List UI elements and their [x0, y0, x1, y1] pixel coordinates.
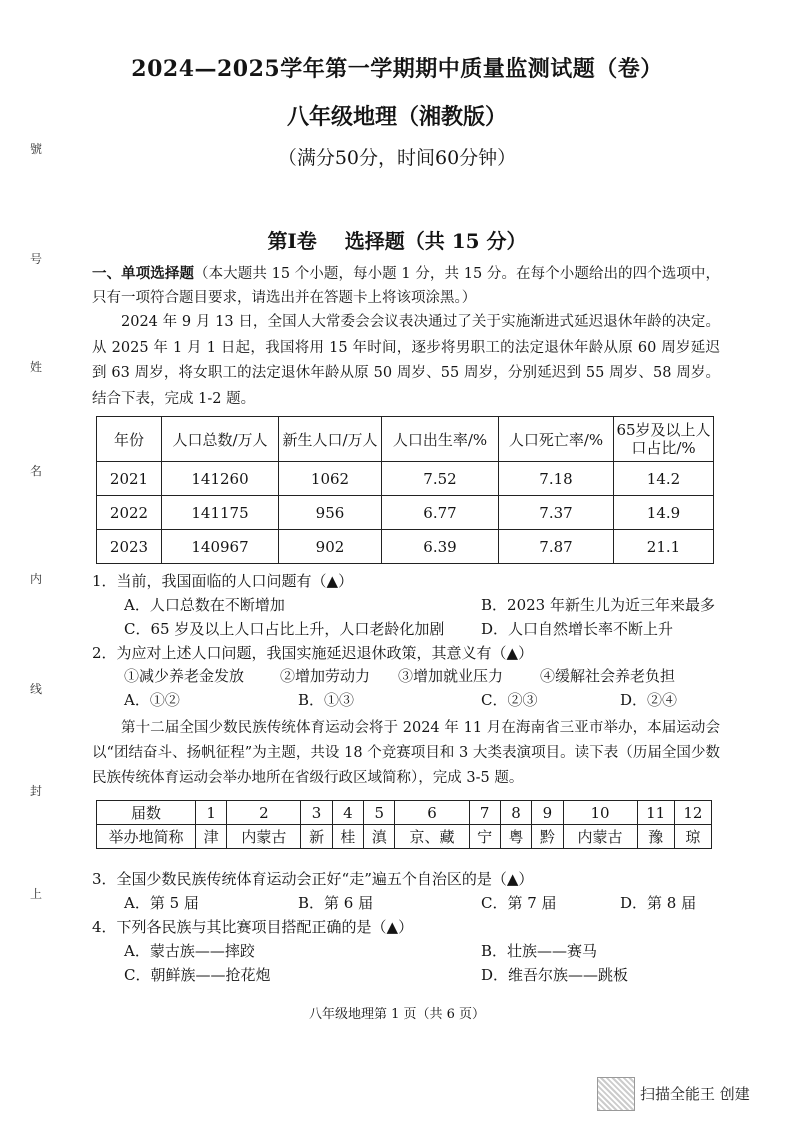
question-2-stem: 2．为应对上述人口问题，我国实施延迟退休政策，其意义有（▲） — [92, 644, 534, 662]
games-host-table — [96, 800, 712, 849]
question-4-stem: 4．下列各民族与其比赛项目搭配正确的是（▲） — [92, 918, 414, 936]
table-cell: 桂 — [332, 825, 363, 849]
question-3-option-c[interactable]: C．第 7 届 — [481, 894, 557, 912]
table-header-row — [97, 417, 714, 462]
scanner-watermark: 扫描全能王 创建 — [640, 1085, 750, 1103]
table-header-cell: 年份 — [97, 417, 162, 462]
table-cell: 6.39 — [382, 530, 499, 564]
table-header-cell: 新生人口/万人 — [279, 417, 382, 462]
table-header-cell: 届数 — [97, 801, 196, 825]
question-2-item: ②增加劳动力 — [280, 667, 371, 685]
table-row — [97, 530, 714, 564]
table-cell: 14.9 — [614, 496, 714, 530]
question-1-option-d[interactable]: D．人口自然增长率不断上升 — [481, 620, 674, 638]
table-cell: 琼 — [674, 825, 711, 849]
question-1-option-a[interactable]: A．人口总数在不断增加 — [124, 596, 285, 614]
margin-mark: 名 — [30, 464, 43, 478]
exam-subtitle: 八年级地理（湘教版） — [286, 104, 507, 130]
table-row — [97, 801, 712, 825]
table-cell: 902 — [279, 530, 382, 564]
table-cell: 141260 — [162, 462, 279, 496]
question-3-option-b[interactable]: B．第 6 届 — [298, 894, 374, 912]
table-cell: 滇 — [364, 825, 395, 849]
table-cell: 6 — [395, 801, 469, 825]
table-cell: 6.77 — [382, 496, 499, 530]
table-header-cell: 举办地简称 — [97, 825, 196, 849]
question-1-stem: 1．当前，我国面临的人口问题有（▲） — [92, 572, 354, 590]
page-footer: 八年级地理第 1 页（共 6 页） — [308, 1007, 486, 1022]
table-cell: 7.52 — [382, 462, 499, 496]
section-part: 第Ⅰ卷 — [267, 229, 317, 253]
instructions — [92, 262, 720, 310]
table-cell: 7.37 — [499, 496, 614, 530]
scanner-logo-icon — [597, 1077, 635, 1111]
question-2-option-b[interactable]: B．①③ — [298, 691, 355, 709]
table-header-cell: 人口死亡率/% — [499, 417, 614, 462]
question-4-option-d[interactable]: D．维吾尔族——跳板 — [481, 966, 629, 984]
table-cell: 141175 — [162, 496, 279, 530]
passage-2: 第十二届全国少数民族传统体育运动会将于 2024 年 11 月在海南省三亚市举办，本届运动会以“团结奋斗、扬帆征程”为主题，共设 18 个竞赛项目和 3 大类表演项目。读下表（历届全国少数民族传统体育运动会举办地所在省级行政区域简称），完成 3-5 题。 — [92, 720, 720, 786]
exam-title: 2024—2025学年第一学期期中质量监测试题（卷） — [131, 56, 663, 82]
table-cell: 4 — [332, 801, 363, 825]
margin-mark: 内 — [30, 572, 43, 586]
table-cell: 津 — [196, 825, 227, 849]
table-cell: 新 — [301, 825, 332, 849]
table-row — [97, 462, 714, 496]
table-cell: 黔 — [532, 825, 563, 849]
question-2-option-c[interactable]: C．②③ — [481, 691, 538, 709]
margin-mark: 姓 — [30, 360, 43, 374]
question-1-option-c[interactable]: C．65 岁及以上人口占比上升，人口老龄化加剧 — [124, 620, 445, 638]
question-4-option-c[interactable]: C．朝鲜族——抢花炮 — [124, 966, 271, 984]
margin-mark: 线 — [30, 682, 43, 696]
question-2-item: ①减少养老金发放 — [124, 667, 245, 685]
exam-info: （满分50分，时间60分钟） — [277, 147, 517, 169]
question-3-option-a[interactable]: A．第 5 届 — [124, 894, 199, 912]
table-cell: 7.87 — [499, 530, 614, 564]
population-table — [96, 416, 714, 564]
table-cell: 1062 — [279, 462, 382, 496]
table-cell: 7 — [469, 801, 500, 825]
table-cell: 11 — [637, 801, 674, 825]
table-header-cell: 65岁及以上人口占比/% — [614, 417, 714, 462]
table-cell: 12 — [674, 801, 711, 825]
table-cell: 7.18 — [499, 462, 614, 496]
section-name: 选择题（共 15 分） — [344, 229, 527, 253]
margin-mark: 號 — [30, 142, 43, 156]
question-2-option-d[interactable]: D．②④ — [620, 691, 678, 709]
table-cell: 3 — [301, 801, 332, 825]
table-cell: 956 — [279, 496, 382, 530]
instructions-text: （本大题共 15 个小题，每小题 1 分，共 15 分。在每个小题给出的四个选项中，只有一项符合题目要求，请选出并在答题卡上将该项涂黑。） — [92, 266, 721, 306]
table-cell: 2021 — [97, 462, 162, 496]
table-cell: 1 — [196, 801, 227, 825]
table-cell: 内蒙古 — [227, 825, 301, 849]
table-cell: 2022 — [97, 496, 162, 530]
table-cell: 内蒙古 — [563, 825, 637, 849]
question-2-item: ③增加就业压力 — [398, 667, 504, 685]
table-cell: 2023 — [97, 530, 162, 564]
question-2-item: ④缓解社会养老负担 — [540, 667, 676, 685]
table-cell: 8 — [500, 801, 531, 825]
table-cell: 豫 — [637, 825, 674, 849]
table-row — [97, 825, 712, 849]
table-cell: 10 — [563, 801, 637, 825]
table-header-cell: 人口出生率/% — [382, 417, 499, 462]
table-cell: 14.2 — [614, 462, 714, 496]
margin-mark: 号 — [30, 252, 43, 266]
table-cell: 宁 — [469, 825, 500, 849]
table-header-cell: 人口总数/万人 — [162, 417, 279, 462]
question-4-option-b[interactable]: B．壮族——赛马 — [481, 942, 598, 960]
passage-1: 2024 年 9 月 13 日，全国人大常委会会议表决通过了关于实施渐进式延迟退休年龄的决定。从 2025 年 1 月 1 日起，我国将用 15 年时间，逐步将男职工的法定退休年龄从原 60 周岁延迟到 63 周岁，将女职工的法定退休年龄从原 50 周岁、55 周岁，分别延迟到 55 周岁、58 周岁。结合下表，完成 1-2 题。 — [92, 314, 720, 407]
table-cell: 粤 — [500, 825, 531, 849]
section-heading — [0, 225, 794, 254]
question-3-stem: 3．全国少数民族传统体育运动会正好“走”遍五个自治区的是（▲） — [92, 870, 534, 888]
question-3-option-d[interactable]: D．第 8 届 — [620, 894, 697, 912]
margin-mark: 上 — [30, 887, 43, 901]
margin-mark: 封 — [30, 784, 43, 798]
question-1-option-b[interactable]: B．2023 年新生儿为近三年来最多 — [481, 596, 715, 614]
table-cell: 9 — [532, 801, 563, 825]
instructions-heading: 一、单项选择题 — [92, 265, 195, 282]
question-4-option-a[interactable]: A．蒙古族——摔跤 — [124, 942, 255, 960]
table-cell: 21.1 — [614, 530, 714, 564]
table-row — [97, 496, 714, 530]
table-cell: 140967 — [162, 530, 279, 564]
table-cell: 5 — [364, 801, 395, 825]
table-cell: 京、藏 — [395, 825, 469, 849]
question-2-option-a[interactable]: A．①② — [124, 691, 180, 709]
table-cell: 2 — [227, 801, 301, 825]
